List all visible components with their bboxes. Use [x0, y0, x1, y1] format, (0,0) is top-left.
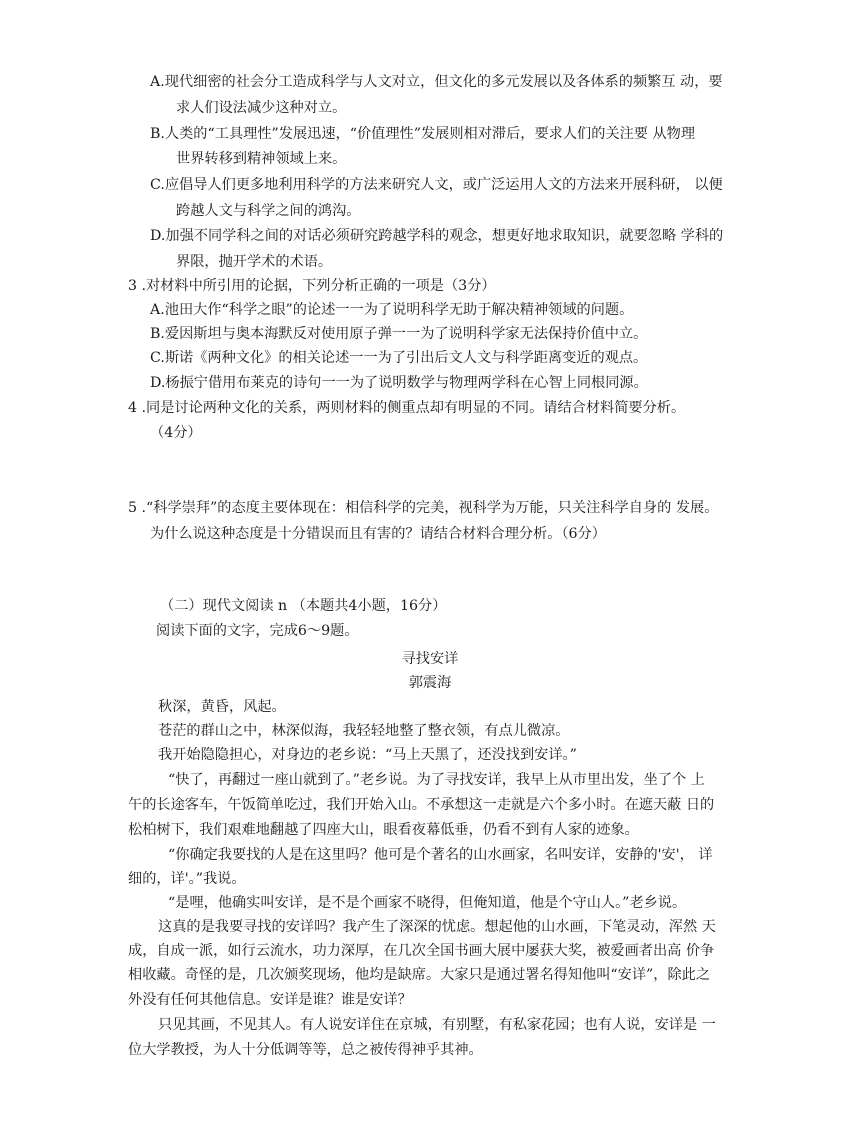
article-line: 苍茫的群山之中，林深似海，我轻轻地整了整衣领，有点儿微凉。	[158, 723, 570, 739]
article-line: “你确定我要找的人是在这里吗？他可是个著名的山水画家，名叫安详，安静的'安'， 详	[168, 847, 713, 863]
q5-stem-line2: 为什么说这种态度是十分错误而且有害的？请结合材料合理分析。（6分）	[150, 526, 606, 542]
article-line: 秋深，黄昏，风起。	[158, 699, 286, 715]
q2-option-b-line2: 世界转移到精神领域上来。	[176, 151, 347, 167]
q2-option-c-line1: C.应倡导人们更多地利用科学的方法来研究人文，或广泛运用人文的方法来开展科研， 以便	[150, 177, 723, 193]
article-line: “快了，再翻过一座山就到了。”老乡说。为了寻找安详，我早上从市里出发，坐了个 上	[168, 772, 705, 788]
q4-score: （4分）	[150, 425, 202, 441]
article-line: 成，自成一派，如行云流水，功力深厚，在几次全国书画大展中屡获大奖，被爱画者出高 价争	[128, 943, 715, 959]
article-line: 午的长途客车，午饭简单吃过，我们开始入山。不承想这一走就是六个多小时。在遮天蔽 日的	[128, 797, 715, 813]
q3-option-b: B.爱因斯坦与奥本海默反对使用原子弹一一为了说明科学家无法保持价值中立。	[150, 326, 648, 342]
article-line: 只见其画，不见其人。有人说安详住在京城，有别墅，有私家花园；也有人说，安详是 一	[158, 1017, 716, 1033]
article-line: 外没有任何其他信息。安详是谁？谁是安详？	[128, 992, 412, 1008]
section-instruction: 阅读下面的文字，完成6～9题。	[156, 623, 359, 639]
q2-option-d-line1: D.加强不同学科之间的对话必须研究跨越学科的观念，想更好地求取知识，就要忽略 学科的	[150, 228, 724, 244]
q3-option-c: C.斯诺《两种文化》的相关论述一一为了引出后文人文与科学距离变近的观点。	[150, 350, 648, 366]
article-line: 细的，详'。”我说。	[128, 871, 246, 887]
q2-option-d-line2: 界限，抛开学术的术语。	[176, 254, 333, 270]
article-author: 郭震海	[408, 675, 452, 691]
q4-stem: 4 .同是讨论两种文化的关系，两则材料的侧重点却有明显的不同。请结合材料简要分析。	[128, 400, 686, 416]
q3-option-d: D.杨振宁借用布莱克的诗句一一为了说明数学与物理两学科在心智上同根同源。	[150, 375, 648, 391]
article-line: “是哩，他确实叫安详，是不是个画家不晓得，但俺知道，他是个守山人。”老乡说。	[168, 895, 687, 911]
q3-option-a: A.池田大作“科学之眼”的论述一一为了说明科学无助于解决精神领域的问题。	[150, 302, 634, 318]
q2-option-b-line1: B.人类的“工具理性”发展迅速，“价值理性”发展则相对滞后，要求人们的关注要 从物理	[150, 126, 696, 142]
article-line: 我开始隐隐担心，对身边的老乡说：“马上天黑了，还没找到安详。”	[158, 747, 577, 763]
article-line: 这真的是我要寻找的安详吗？我产生了深深的忧虑。想起他的山水画，下笔灵动，浑然 天	[158, 919, 716, 935]
article-line: 松柏树下，我们艰难地翻越了四座大山，眼看夜幕低垂，仍看不到有人家的迹象。	[128, 822, 639, 838]
q2-option-c-line2: 跨越人文与科学之间的鸿沟。	[176, 203, 361, 219]
q5-stem-line1: 5 .“科学崇拜”的态度主要体现在：相信科学的完美，视科学为万能，只关注科学自身的 发展。	[128, 500, 719, 516]
q2-option-a-line1: A.现代细密的社会分工造成科学与人文对立，但文化的多元发展以及各体系的频繁互 动，要	[150, 74, 723, 90]
q2-option-a-line2: 求人们设法减少这种对立。	[176, 100, 347, 116]
section-heading: （二）现代文阅读 n （本题共4小题，16分）	[160, 598, 447, 614]
article-title: 寻找安详	[401, 651, 459, 667]
q3-stem: 3 .对材料中所引用的论据，下列分析正确的一项是（3分）	[128, 278, 496, 294]
article-line: 位大学教授，为人十分低调等等，总之被传得神乎其神。	[128, 1042, 483, 1058]
article-line: 相收藏。奇怪的是，几次颁奖现场，他均是缺席。大家只是通过署名得知他叫“安详”，除此之	[128, 967, 711, 983]
